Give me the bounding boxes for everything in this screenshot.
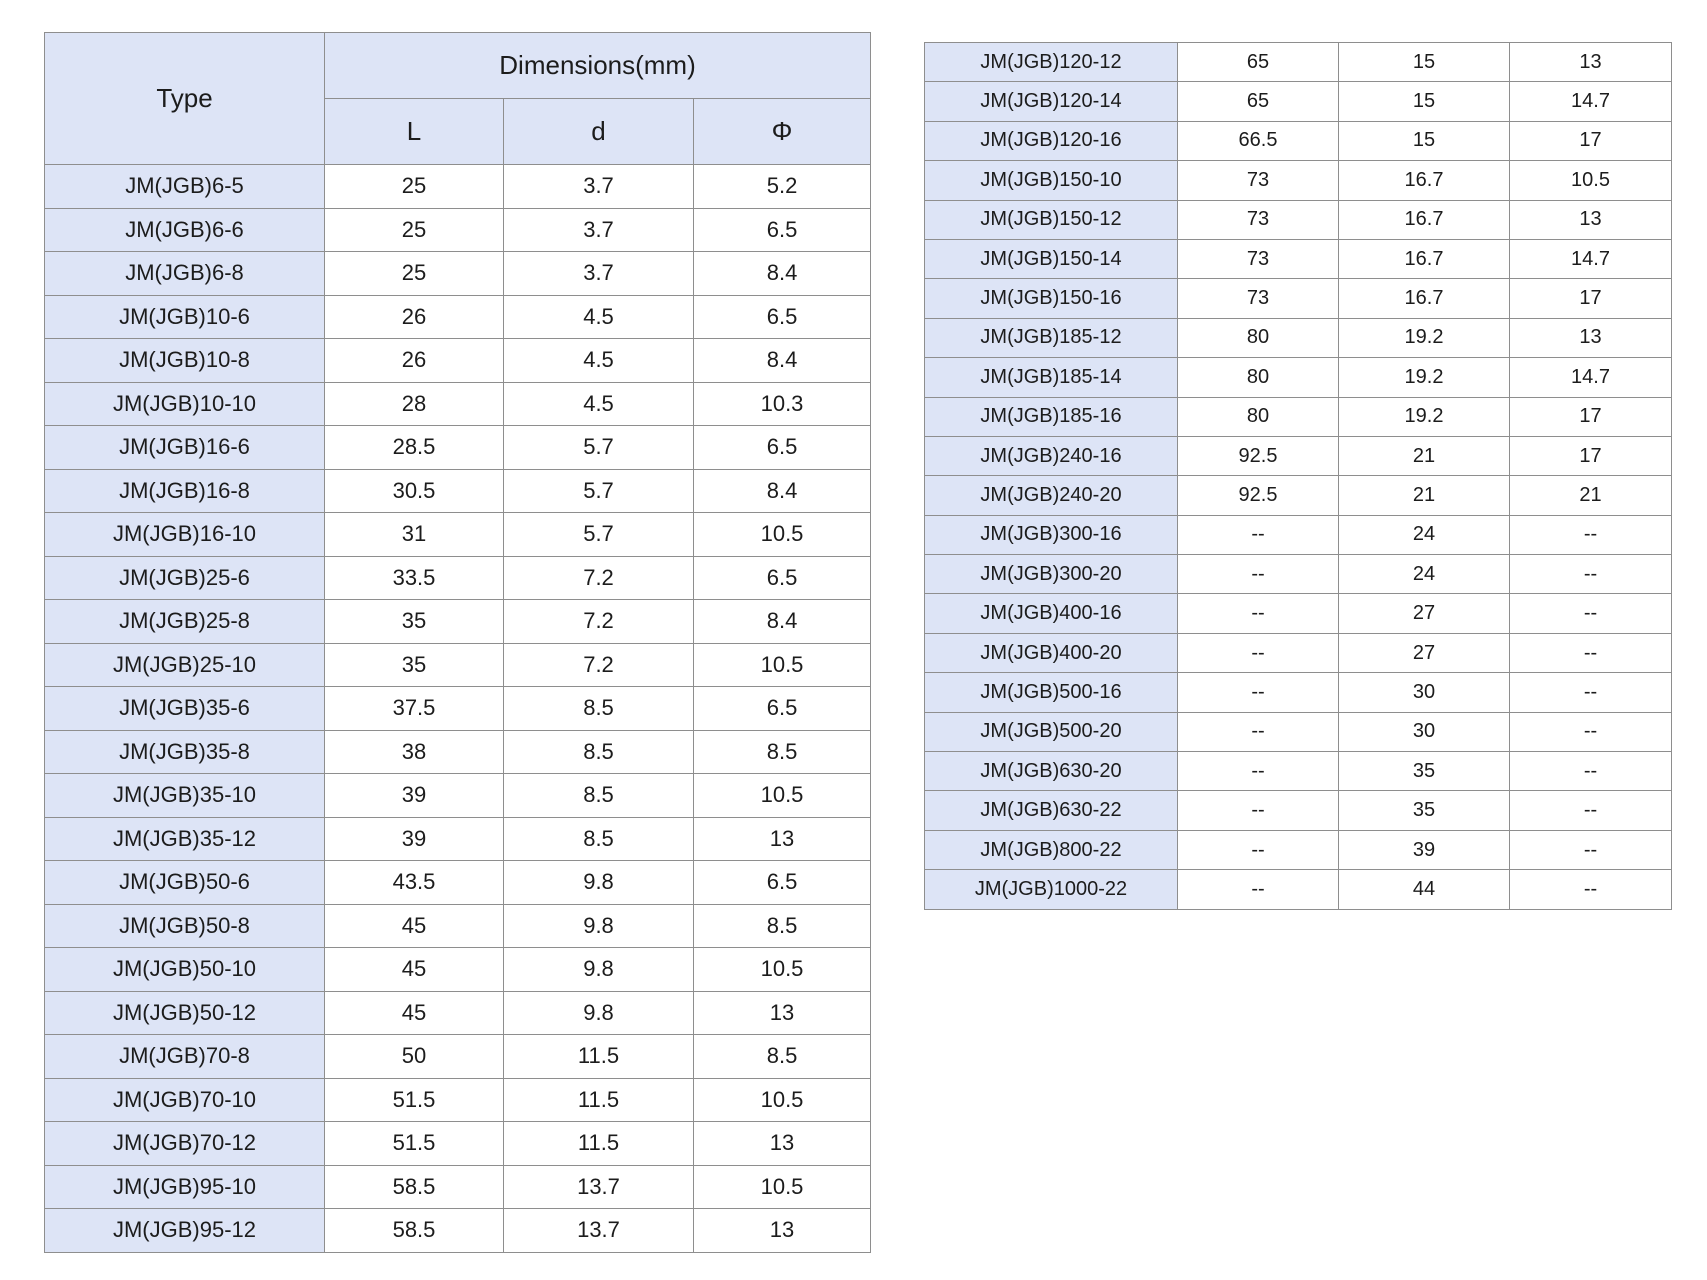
type-cell: JM(JGB)1000-22 (925, 870, 1178, 909)
length-cell: -- (1178, 791, 1339, 830)
phi-cell: 8.5 (694, 1035, 871, 1079)
table-row (45, 730, 871, 774)
table-row (45, 774, 871, 818)
diameter-cell: 5.7 (504, 513, 694, 557)
length-cell: -- (1178, 594, 1339, 633)
length-cell: 45 (325, 904, 504, 948)
length-cell: 35 (325, 600, 504, 644)
table-row (45, 1165, 871, 1209)
table-row (925, 594, 1672, 633)
diameter-cell: 27 (1339, 594, 1510, 633)
type-cell: JM(JGB)500-20 (925, 712, 1178, 751)
phi-cell: 14.7 (1510, 358, 1672, 397)
length-cell: 65 (1178, 82, 1339, 121)
phi-cell: 10.5 (694, 1078, 871, 1122)
type-header: Type (45, 33, 325, 165)
diameter-cell: 3.7 (504, 165, 694, 209)
table-row (45, 382, 871, 426)
phi-cell: 6.5 (694, 687, 871, 731)
diameter-cell: 9.8 (504, 904, 694, 948)
phi-cell: 8.5 (694, 904, 871, 948)
table-row (45, 948, 871, 992)
phi-cell: -- (1510, 870, 1672, 909)
length-cell: 26 (325, 295, 504, 339)
length-cell: -- (1178, 673, 1339, 712)
table-row (925, 397, 1672, 436)
diameter-cell: 5.7 (504, 469, 694, 513)
table-row (925, 830, 1672, 869)
phi-cell: -- (1510, 555, 1672, 594)
diameter-cell: 15 (1339, 43, 1510, 82)
diameter-cell: 3.7 (504, 208, 694, 252)
table-row (45, 1035, 871, 1079)
type-cell: JM(JGB)120-14 (925, 82, 1178, 121)
diameter-column-header: d (504, 99, 694, 165)
type-cell: JM(JGB)95-10 (45, 1165, 325, 1209)
type-cell: JM(JGB)70-12 (45, 1122, 325, 1166)
table-row (925, 870, 1672, 909)
type-cell: JM(JGB)120-12 (925, 43, 1178, 82)
table-row (925, 121, 1672, 160)
length-cell: 28.5 (325, 426, 504, 470)
phi-cell: 8.5 (694, 730, 871, 774)
table-row (45, 600, 871, 644)
phi-cell: 21 (1510, 476, 1672, 515)
type-cell: JM(JGB)35-10 (45, 774, 325, 818)
phi-cell: 10.3 (694, 382, 871, 426)
diameter-cell: 19.2 (1339, 397, 1510, 436)
type-cell: JM(JGB)35-6 (45, 687, 325, 731)
table-row (925, 318, 1672, 357)
diameter-cell: 5.7 (504, 426, 694, 470)
length-cell: 50 (325, 1035, 504, 1079)
type-cell: JM(JGB)10-6 (45, 295, 325, 339)
type-cell: JM(JGB)10-8 (45, 339, 325, 383)
length-cell: 33.5 (325, 556, 504, 600)
phi-cell: 6.5 (694, 208, 871, 252)
phi-cell: -- (1510, 673, 1672, 712)
table-row (925, 239, 1672, 278)
type-cell: JM(JGB)240-16 (925, 436, 1178, 475)
type-cell: JM(JGB)95-12 (45, 1209, 325, 1253)
diameter-cell: 27 (1339, 633, 1510, 672)
phi-cell: 10.5 (694, 948, 871, 992)
phi-cell: 8.4 (694, 252, 871, 296)
length-cell: 58.5 (325, 1209, 504, 1253)
length-cell: 38 (325, 730, 504, 774)
table-row (45, 861, 871, 905)
length-cell: -- (1178, 712, 1339, 751)
phi-cell: 17 (1510, 436, 1672, 475)
type-cell: JM(JGB)6-8 (45, 252, 325, 296)
length-cell: -- (1178, 633, 1339, 672)
phi-cell: 6.5 (694, 295, 871, 339)
table-row (45, 1209, 871, 1253)
phi-cell: 8.4 (694, 339, 871, 383)
diameter-cell: 35 (1339, 752, 1510, 791)
diameter-cell: 15 (1339, 82, 1510, 121)
table-row (925, 358, 1672, 397)
length-cell: 80 (1178, 358, 1339, 397)
length-cell: -- (1178, 870, 1339, 909)
table-row (925, 476, 1672, 515)
table-row (45, 556, 871, 600)
phi-cell: 8.4 (694, 469, 871, 513)
type-cell: JM(JGB)35-12 (45, 817, 325, 861)
phi-cell: 13 (1510, 43, 1672, 82)
type-cell: JM(JGB)500-16 (925, 673, 1178, 712)
length-cell: 51.5 (325, 1078, 504, 1122)
length-cell: 80 (1178, 318, 1339, 357)
table-row (45, 295, 871, 339)
table-row (925, 43, 1672, 82)
table-row (45, 469, 871, 513)
type-cell: JM(JGB)50-12 (45, 991, 325, 1035)
diameter-cell: 8.5 (504, 687, 694, 731)
type-cell: JM(JGB)400-16 (925, 594, 1178, 633)
phi-cell: 10.5 (1510, 161, 1672, 200)
diameter-cell: 8.5 (504, 730, 694, 774)
type-cell: JM(JGB)240-20 (925, 476, 1178, 515)
type-cell: JM(JGB)70-8 (45, 1035, 325, 1079)
type-cell: JM(JGB)50-6 (45, 861, 325, 905)
table-row (45, 165, 871, 209)
table-row (925, 436, 1672, 475)
dimensions-table-right (924, 42, 1672, 910)
phi-cell: 10.5 (694, 774, 871, 818)
type-cell: JM(JGB)150-16 (925, 279, 1178, 318)
table-row (925, 515, 1672, 554)
table-row (45, 991, 871, 1035)
dimensions-table-left (44, 32, 871, 1253)
diameter-cell: 13.7 (504, 1209, 694, 1253)
table-row (45, 252, 871, 296)
length-cell: 39 (325, 817, 504, 861)
phi-cell: 10.5 (694, 513, 871, 557)
dimensions-header: Dimensions(mm) (325, 33, 871, 99)
table-body (925, 43, 1672, 910)
diameter-cell: 11.5 (504, 1035, 694, 1079)
length-cell: 43.5 (325, 861, 504, 905)
phi-cell: 14.7 (1510, 239, 1672, 278)
diameter-cell: 4.5 (504, 295, 694, 339)
length-cell: 26 (325, 339, 504, 383)
type-cell: JM(JGB)25-10 (45, 643, 325, 687)
diameter-cell: 4.5 (504, 339, 694, 383)
diameter-cell: 13.7 (504, 1165, 694, 1209)
phi-column-header: Φ (694, 99, 871, 165)
table-row (925, 633, 1672, 672)
length-cell: 92.5 (1178, 476, 1339, 515)
table-row (45, 426, 871, 470)
type-cell: JM(JGB)25-8 (45, 600, 325, 644)
length-column-header: L (325, 99, 504, 165)
type-cell: JM(JGB)6-5 (45, 165, 325, 209)
phi-cell: 17 (1510, 121, 1672, 160)
table-row (45, 904, 871, 948)
diameter-cell: 8.5 (504, 817, 694, 861)
type-cell: JM(JGB)400-20 (925, 633, 1178, 672)
diameter-cell: 7.2 (504, 600, 694, 644)
phi-cell: 6.5 (694, 426, 871, 470)
diameter-cell: 4.5 (504, 382, 694, 426)
table-row (45, 208, 871, 252)
type-cell: JM(JGB)6-6 (45, 208, 325, 252)
diameter-cell: 3.7 (504, 252, 694, 296)
table-row (45, 339, 871, 383)
type-cell: JM(JGB)800-22 (925, 830, 1178, 869)
table-row (45, 1122, 871, 1166)
diameter-cell: 7.2 (504, 643, 694, 687)
length-cell: 58.5 (325, 1165, 504, 1209)
phi-cell: 17 (1510, 397, 1672, 436)
diameter-cell: 11.5 (504, 1078, 694, 1122)
length-cell: -- (1178, 752, 1339, 791)
phi-cell: -- (1510, 515, 1672, 554)
diameter-cell: 8.5 (504, 774, 694, 818)
type-cell: JM(JGB)630-22 (925, 791, 1178, 830)
table-row (925, 673, 1672, 712)
type-cell: JM(JGB)300-20 (925, 555, 1178, 594)
diameter-cell: 30 (1339, 673, 1510, 712)
type-cell: JM(JGB)16-6 (45, 426, 325, 470)
diameter-cell: 16.7 (1339, 161, 1510, 200)
phi-cell: -- (1510, 752, 1672, 791)
type-cell: JM(JGB)35-8 (45, 730, 325, 774)
phi-cell: -- (1510, 594, 1672, 633)
type-cell: JM(JGB)50-10 (45, 948, 325, 992)
length-cell: 28 (325, 382, 504, 426)
length-cell: 31 (325, 513, 504, 557)
table-row (925, 82, 1672, 121)
table-row (925, 279, 1672, 318)
length-cell: 73 (1178, 239, 1339, 278)
type-cell: JM(JGB)630-20 (925, 752, 1178, 791)
phi-cell: 10.5 (694, 643, 871, 687)
phi-cell: 13 (1510, 318, 1672, 357)
type-cell: JM(JGB)300-16 (925, 515, 1178, 554)
diameter-cell: 16.7 (1339, 239, 1510, 278)
phi-cell: 5.2 (694, 165, 871, 209)
diameter-cell: 30 (1339, 712, 1510, 751)
length-cell: 51.5 (325, 1122, 504, 1166)
type-cell: JM(JGB)150-10 (925, 161, 1178, 200)
length-cell: 30.5 (325, 469, 504, 513)
type-cell: JM(JGB)50-8 (45, 904, 325, 948)
diameter-cell: 35 (1339, 791, 1510, 830)
diameter-cell: 24 (1339, 555, 1510, 594)
phi-cell: 13 (694, 817, 871, 861)
length-cell: 25 (325, 165, 504, 209)
length-cell: -- (1178, 830, 1339, 869)
type-cell: JM(JGB)150-12 (925, 200, 1178, 239)
length-cell: 25 (325, 208, 504, 252)
phi-cell: -- (1510, 791, 1672, 830)
length-cell: 37.5 (325, 687, 504, 731)
type-cell: JM(JGB)10-10 (45, 382, 325, 426)
diameter-cell: 16.7 (1339, 200, 1510, 239)
diameter-cell: 9.8 (504, 991, 694, 1035)
diameter-cell: 9.8 (504, 948, 694, 992)
phi-cell: -- (1510, 830, 1672, 869)
diameter-cell: 19.2 (1339, 358, 1510, 397)
diameter-cell: 9.8 (504, 861, 694, 905)
length-cell: 65 (1178, 43, 1339, 82)
diameter-cell: 39 (1339, 830, 1510, 869)
length-cell: 66.5 (1178, 121, 1339, 160)
phi-cell: 13 (1510, 200, 1672, 239)
type-cell: JM(JGB)150-14 (925, 239, 1178, 278)
diameter-cell: 16.7 (1339, 279, 1510, 318)
table-row (45, 687, 871, 731)
length-cell: 45 (325, 948, 504, 992)
type-cell: JM(JGB)16-10 (45, 513, 325, 557)
phi-cell: -- (1510, 712, 1672, 751)
phi-cell: -- (1510, 633, 1672, 672)
phi-cell: 13 (694, 991, 871, 1035)
diameter-cell: 24 (1339, 515, 1510, 554)
type-cell: JM(JGB)185-16 (925, 397, 1178, 436)
type-cell: JM(JGB)25-6 (45, 556, 325, 600)
length-cell: 73 (1178, 161, 1339, 200)
length-cell: 80 (1178, 397, 1339, 436)
diameter-cell: 21 (1339, 436, 1510, 475)
table-row (45, 1078, 871, 1122)
phi-cell: 10.5 (694, 1165, 871, 1209)
table-row (925, 791, 1672, 830)
table-row (45, 643, 871, 687)
phi-cell: 13 (694, 1122, 871, 1166)
type-cell: JM(JGB)120-16 (925, 121, 1178, 160)
length-cell: 25 (325, 252, 504, 296)
type-cell: JM(JGB)16-8 (45, 469, 325, 513)
diameter-cell: 21 (1339, 476, 1510, 515)
phi-cell: 17 (1510, 279, 1672, 318)
table-body (45, 165, 871, 1253)
type-cell: JM(JGB)185-14 (925, 358, 1178, 397)
diameter-cell: 7.2 (504, 556, 694, 600)
table-row (925, 712, 1672, 751)
length-cell: -- (1178, 555, 1339, 594)
table-row (45, 513, 871, 557)
length-cell: 73 (1178, 200, 1339, 239)
length-cell: 39 (325, 774, 504, 818)
table-row (925, 752, 1672, 791)
type-cell: JM(JGB)70-10 (45, 1078, 325, 1122)
diameter-cell: 44 (1339, 870, 1510, 909)
phi-cell: 13 (694, 1209, 871, 1253)
phi-cell: 8.4 (694, 600, 871, 644)
phi-cell: 14.7 (1510, 82, 1672, 121)
table-row (925, 555, 1672, 594)
diameter-cell: 19.2 (1339, 318, 1510, 357)
length-cell: -- (1178, 515, 1339, 554)
type-cell: JM(JGB)185-12 (925, 318, 1178, 357)
table-row (925, 161, 1672, 200)
phi-cell: 6.5 (694, 861, 871, 905)
table-row (45, 817, 871, 861)
length-cell: 45 (325, 991, 504, 1035)
length-cell: 92.5 (1178, 436, 1339, 475)
length-cell: 35 (325, 643, 504, 687)
length-cell: 73 (1178, 279, 1339, 318)
table-header (45, 33, 871, 165)
phi-cell: 6.5 (694, 556, 871, 600)
diameter-cell: 15 (1339, 121, 1510, 160)
diameter-cell: 11.5 (504, 1122, 694, 1166)
table-row (925, 200, 1672, 239)
